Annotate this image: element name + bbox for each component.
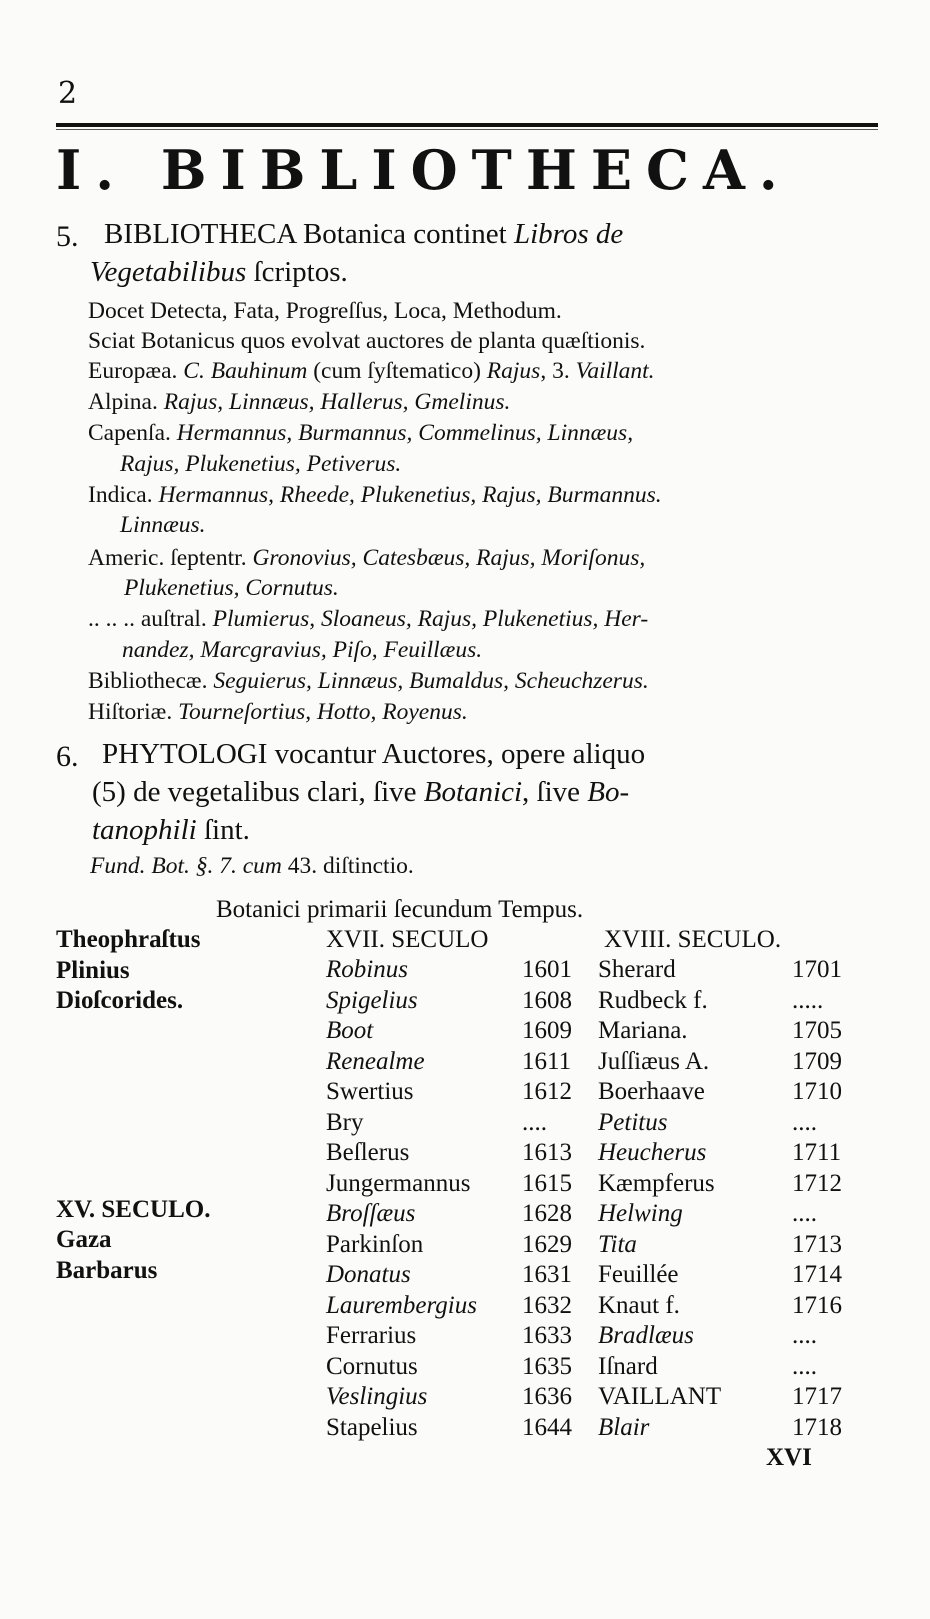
xviii-author: Rudbeck f. (598, 986, 708, 1014)
sec5-europaea (88, 358, 655, 385)
xviii-author: Bradlæus (598, 1322, 694, 1349)
xvii-year: 1632 (522, 1291, 572, 1319)
xvii-year: 1611 (522, 1047, 572, 1075)
ancient-author: Plinius (56, 956, 130, 984)
top-rule (56, 123, 878, 127)
xviii-year: 1712 (792, 1169, 842, 1197)
authors-capensa: Hermannus, Burmannus, Commelinus, Linnæus, (176, 420, 634, 446)
xviii-author: Kæmpferus (598, 1169, 715, 1197)
xviii-author: Knaut f. (598, 1291, 680, 1319)
xvii-author: Bry (326, 1108, 364, 1136)
xv-author: Gaza (56, 1226, 112, 1253)
xviii-author: Boerhaave (598, 1078, 705, 1105)
text-3: , 3. (540, 358, 576, 384)
xviii-year: 1717 (792, 1383, 842, 1410)
xviii-year: 1705 (792, 1017, 842, 1044)
authors-americ-cont: Plukenetius, Cornutus. (124, 575, 339, 601)
sec5-capensa (88, 420, 633, 447)
label-capensa: Capenſa. (88, 420, 177, 446)
xvii-year: 1644 (522, 1413, 572, 1441)
authors-austral: Plumierus, Sloaneus, Rajus, Plukenetius, Her- (212, 606, 649, 632)
xviii-year: .... (792, 1108, 817, 1136)
sec5-americ (88, 545, 645, 572)
xviii-year: 1709 (792, 1047, 842, 1075)
xviii-year: 1714 (792, 1261, 842, 1288)
xviii-year: 1716 (792, 1291, 842, 1319)
xviii-year: .... (792, 1352, 817, 1380)
xvii-author: Ferrarius (326, 1322, 417, 1349)
sec6-line2-roman: (5) de vegetalibus clari, ſive (92, 776, 424, 808)
ref-distinctio: 43. diſtinctio. (281, 853, 414, 879)
xvii-year: 1615 (522, 1169, 572, 1197)
xvii-author: Laurembergius (326, 1291, 477, 1319)
xvii-author: Spigelius (326, 986, 418, 1014)
xv-author: Barbarus (56, 1256, 158, 1284)
page-heading: I. BIBLIOTHECA. (56, 138, 792, 202)
xvii-author: Veslingius (326, 1383, 428, 1410)
xvii-author: Swertius (326, 1078, 414, 1105)
top-rule-thin (56, 129, 878, 130)
xviii-year: 1711 (792, 1139, 842, 1166)
term-botanici: Botanici (423, 776, 523, 808)
xviii-year: ..... (792, 986, 824, 1014)
xviii-author: Petitus (598, 1108, 668, 1136)
text-systematico: (cum ſyſtematico) (307, 358, 487, 384)
sec5-docet: Docet Detecta, Fata, Progreſſus, Loca, Methodum. (88, 298, 562, 324)
xvii-year: 1635 (522, 1352, 572, 1380)
authors-americ: Gronovius, Catesbæus, Rajus, Moriſonus, (252, 545, 646, 571)
xvii-year: 1631 (522, 1261, 572, 1288)
ancient-author: Dioſcorides. (56, 987, 184, 1014)
label-austral: .. .. .. auſtral. (88, 606, 213, 632)
label-europaea: Europæa. (88, 358, 184, 384)
sec5-line2-italic: Vegetabilibus (90, 256, 247, 288)
label-historiae: Hiſtoriæ. (88, 699, 179, 725)
ref-fund-bot: Fund. Bot. §. 7. cum (90, 853, 282, 879)
xvii-author: Boot (326, 1017, 374, 1044)
xvii-author: Stapelius (326, 1413, 418, 1441)
sec5-line1 (104, 218, 623, 251)
page-number: 2 (58, 76, 78, 111)
author-rajus: Rajus (486, 358, 541, 384)
xvii-year: 1608 (522, 986, 572, 1014)
xviii-author: Blair (598, 1413, 650, 1441)
xviii-author: Tita (598, 1230, 637, 1258)
xvii-year: 1601 (522, 956, 572, 983)
authors-historiae: Tourneſortius, Hotto, Royenus. (178, 699, 468, 725)
table-title: Botanici primarii ſecundum Tempus. (216, 896, 584, 923)
sec5-bibliothecae (88, 668, 649, 695)
sec6-line2 (92, 776, 629, 809)
xvii-year: 1613 (522, 1139, 572, 1166)
xvii-year: 1629 (522, 1230, 572, 1258)
sec5-historiae (88, 699, 468, 726)
xviii-author: Feuillée (598, 1261, 679, 1288)
xviii-year: 1701 (792, 956, 842, 983)
xviii-year: 1718 (792, 1413, 842, 1441)
sec5-indica-cont (120, 512, 206, 539)
author-vaillant: Vaillant. (575, 358, 655, 384)
authors-bibliothecae: Seguierus, Linnæus, Bumaldus, Scheuchzerus. (213, 668, 649, 694)
sec6-line2-sive: , ſive (522, 776, 588, 808)
sec5-indica (88, 482, 662, 509)
xviii-author: VAILLANT (598, 1383, 722, 1410)
xvii-year: 1636 (522, 1383, 572, 1410)
xvii-year: 1612 (522, 1078, 572, 1105)
catchword: XVI (766, 1444, 812, 1471)
authors-capensa-cont: Rajus, Plukenetius, Petiverus. (120, 451, 402, 477)
xviii-year: 1710 (792, 1078, 842, 1105)
authors-indica: Hermannus, Rheede, Plukenetius, Rajus, Burmannus. (158, 482, 662, 508)
xviii-author: Sherard (598, 956, 676, 983)
xvii-author: Renealme (326, 1047, 425, 1075)
authors-indica-cont: Linnæus. (120, 512, 206, 538)
xvii-author: Robinus (326, 956, 408, 983)
section-number-5: 5. (56, 220, 79, 253)
label-alpina: Alpina. (88, 389, 164, 415)
sec6-line1: PHYTOLOGI vocantur Auctores, opere aliquo (102, 738, 646, 770)
xviii-author: Helwing (598, 1200, 683, 1227)
sec5-line2 (90, 256, 348, 289)
xviii-year: .... (792, 1200, 817, 1227)
xvii-author: Beſlerus (326, 1139, 410, 1166)
col3-header: XVIII. SECULO. (604, 926, 782, 953)
author-bauhinum: C. Bauhinum (183, 358, 308, 384)
xviii-year: 1713 (792, 1230, 842, 1258)
sec5-austral-cont (122, 637, 482, 664)
col1-sec-header: XV. SECULO. (56, 1196, 211, 1223)
term-tanophili: tanophili (92, 814, 197, 846)
label-americ: Americ. ſeptentr. (88, 545, 253, 571)
sec5-austral (88, 606, 648, 633)
authors-alpina: Rajus, Linnæus, Hallerus, Gmelinus. (163, 389, 511, 415)
xviii-author: Juſſiæus A. (598, 1047, 710, 1075)
sec5-americ-cont (124, 575, 339, 602)
label-indica: Indica. (88, 482, 159, 508)
xvii-author: Jungermannus (326, 1169, 471, 1197)
sec5-capensa-cont (120, 451, 401, 478)
xviii-author: Iſnard (598, 1352, 658, 1380)
sec5-line1-roman: BIBLIOTHECA Botanica continet (104, 218, 514, 250)
col2-header: XVII. SECULO (326, 926, 489, 953)
term-bo: Bo- (587, 776, 630, 808)
label-bibliothecae: Bibliothecæ. (88, 668, 214, 694)
xvii-year: 1609 (522, 1017, 572, 1044)
xvii-author: Parkinſon (326, 1230, 424, 1258)
sec6-reference (90, 853, 414, 880)
xvii-year: 1628 (522, 1200, 572, 1227)
sec5-line2-roman: ſcriptos. (246, 256, 348, 288)
section-number-6: 6. (56, 740, 79, 773)
xviii-author: Mariana. (598, 1017, 688, 1044)
xvii-year: .... (522, 1108, 547, 1136)
xvii-author: Broſſæus (326, 1200, 416, 1227)
authors-austral-cont: nandez, Marcgravius, Piſo, Feuillæus. (122, 637, 483, 663)
xviii-year: .... (792, 1322, 817, 1349)
sec5-line1-italic: Libros de (513, 218, 624, 250)
xvii-year: 1633 (522, 1322, 572, 1349)
xviii-author: Heucherus (598, 1139, 707, 1166)
ancient-author: Theophraſtus (56, 926, 201, 953)
sec5-alpina (88, 389, 510, 416)
sec6-line3-roman: ſint. (196, 814, 250, 846)
xvii-author: Cornutus (326, 1352, 418, 1380)
sec5-sciat: Sciat Botanicus quos evolvat auctores de planta quæſtionis. (88, 328, 646, 354)
xvii-author: Donatus (326, 1261, 411, 1288)
sec6-line3 (92, 814, 250, 847)
